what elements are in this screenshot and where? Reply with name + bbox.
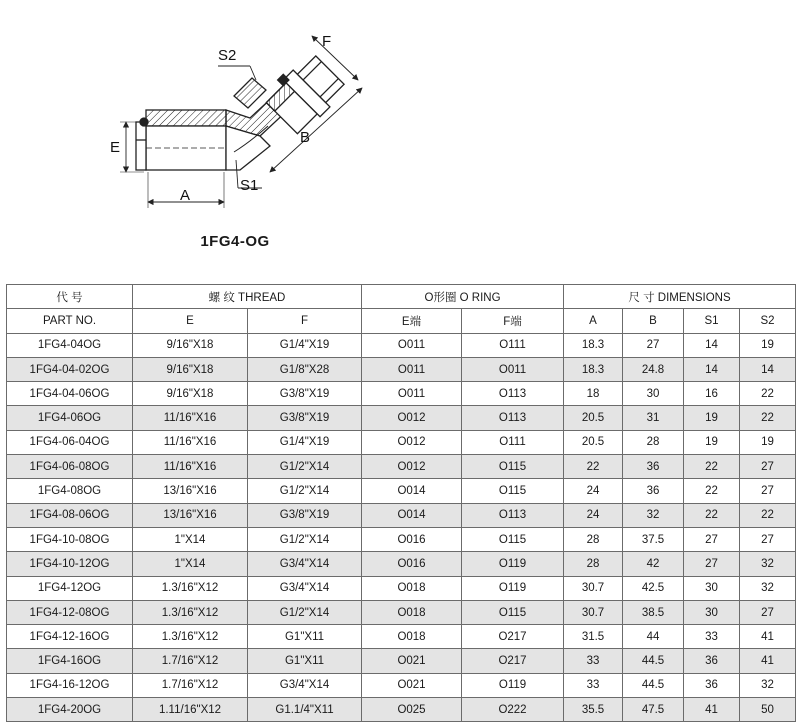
cell-dim-b: 36 bbox=[623, 455, 684, 479]
cell-dim-b: 32 bbox=[623, 503, 684, 527]
cell-thread-f: G1/4"X19 bbox=[248, 430, 362, 454]
cell-thread-f: G1/2"X14 bbox=[248, 600, 362, 624]
cell-dim-b: 42 bbox=[623, 552, 684, 576]
cell-part-no: 1FG4-16-12OG bbox=[7, 673, 133, 697]
cell-dim-s1: 36 bbox=[684, 649, 740, 673]
cell-oring-e: O012 bbox=[362, 455, 462, 479]
table-row bbox=[7, 649, 796, 673]
table-row bbox=[7, 333, 796, 357]
hex-nut bbox=[234, 78, 266, 108]
cell-dim-s1: 16 bbox=[684, 382, 740, 406]
cell-thread-f: G3/4"X14 bbox=[248, 673, 362, 697]
header-row-sub bbox=[7, 309, 796, 333]
cell-oring-e: O012 bbox=[362, 430, 462, 454]
cell-dim-a: 24 bbox=[564, 503, 623, 527]
cell-dim-s1: 41 bbox=[684, 698, 740, 722]
cell-dim-s1: 14 bbox=[684, 333, 740, 357]
cell-oring-e: O016 bbox=[362, 552, 462, 576]
cell-part-no: 1FG4-06OG bbox=[7, 406, 133, 430]
cell-oring-e: O018 bbox=[362, 625, 462, 649]
cell-oring-f: O115 bbox=[462, 527, 564, 551]
cell-dim-s1: 22 bbox=[684, 455, 740, 479]
header-f-end: F端 bbox=[462, 309, 564, 333]
cell-oring-e: O011 bbox=[362, 382, 462, 406]
cell-thread-f: G3/8"X19 bbox=[248, 503, 362, 527]
spec-table bbox=[6, 284, 796, 722]
cell-dim-s1: 22 bbox=[684, 479, 740, 503]
cell-dim-s2: 32 bbox=[740, 673, 796, 697]
label-a: A bbox=[180, 187, 191, 204]
cell-dim-a: 24 bbox=[564, 479, 623, 503]
cell-oring-e: O012 bbox=[362, 406, 462, 430]
cell-oring-e: O014 bbox=[362, 503, 462, 527]
table-row bbox=[7, 406, 796, 430]
cell-dim-a: 20.5 bbox=[564, 406, 623, 430]
cell-dim-s2: 50 bbox=[740, 698, 796, 722]
cell-thread-f: G1/8"X28 bbox=[248, 357, 362, 381]
cell-thread-f: G3/8"X19 bbox=[248, 382, 362, 406]
cell-dim-b: 28 bbox=[623, 430, 684, 454]
cell-part-no: 1FG4-10-12OG bbox=[7, 552, 133, 576]
cell-oring-e: O018 bbox=[362, 576, 462, 600]
table-row bbox=[7, 479, 796, 503]
cell-dim-s1: 36 bbox=[684, 673, 740, 697]
cell-dim-s1: 14 bbox=[684, 357, 740, 381]
model-title: 1FG4-OG bbox=[200, 233, 270, 250]
table-row bbox=[7, 576, 796, 600]
cell-thread-e: 1"X14 bbox=[133, 527, 248, 551]
header-row-top bbox=[7, 285, 796, 309]
cell-thread-e: 11/16"X16 bbox=[133, 455, 248, 479]
cell-part-no: 1FG4-04-02OG bbox=[7, 357, 133, 381]
fitting-drawing bbox=[100, 22, 380, 212]
cell-oring-e: O011 bbox=[362, 357, 462, 381]
cell-part-no: 1FG4-06-08OG bbox=[7, 455, 133, 479]
cell-dim-s1: 27 bbox=[684, 552, 740, 576]
cell-dim-b: 31 bbox=[623, 406, 684, 430]
cell-dim-b: 44.5 bbox=[623, 649, 684, 673]
table-row bbox=[7, 552, 796, 576]
cell-dim-b: 36 bbox=[623, 479, 684, 503]
cell-dim-s2: 32 bbox=[740, 576, 796, 600]
cell-thread-f: G1/2"X14 bbox=[248, 455, 362, 479]
cell-dim-s2: 22 bbox=[740, 382, 796, 406]
header-part-no: PART NO. bbox=[7, 309, 133, 333]
table-row bbox=[7, 455, 796, 479]
cell-oring-f: O113 bbox=[462, 503, 564, 527]
cell-oring-f: O217 bbox=[462, 625, 564, 649]
cell-part-no: 1FG4-20OG bbox=[7, 698, 133, 722]
cell-part-no: 1FG4-06-04OG bbox=[7, 430, 133, 454]
cell-dim-s1: 33 bbox=[684, 625, 740, 649]
header-e: E bbox=[133, 309, 248, 333]
horizontal-leg bbox=[136, 110, 226, 170]
header-s1: S1 bbox=[684, 309, 740, 333]
cell-part-no: 1FG4-12-08OG bbox=[7, 600, 133, 624]
table-row bbox=[7, 503, 796, 527]
cell-thread-e: 1.11/16"X12 bbox=[133, 698, 248, 722]
cell-dim-b: 47.5 bbox=[623, 698, 684, 722]
label-s2: S2 bbox=[218, 47, 237, 64]
cell-thread-f: G1/2"X14 bbox=[248, 527, 362, 551]
cell-dim-b: 37.5 bbox=[623, 527, 684, 551]
cell-dim-b: 38.5 bbox=[623, 600, 684, 624]
table-row bbox=[7, 625, 796, 649]
cell-thread-e: 1.3/16"X12 bbox=[133, 600, 248, 624]
cell-dim-a: 18.3 bbox=[564, 333, 623, 357]
cell-oring-e: O018 bbox=[362, 600, 462, 624]
header-thread: 螺 纹 THREAD bbox=[133, 285, 362, 309]
cell-thread-e: 9/16"X18 bbox=[133, 357, 248, 381]
label-b: B bbox=[300, 129, 311, 146]
cell-thread-e: 13/16"X16 bbox=[133, 479, 248, 503]
cell-oring-f: O111 bbox=[462, 333, 564, 357]
header-b: B bbox=[623, 309, 684, 333]
table-row bbox=[7, 527, 796, 551]
cell-thread-e: 1.7/16"X12 bbox=[133, 673, 248, 697]
cell-dim-s2: 27 bbox=[740, 527, 796, 551]
cell-dim-a: 28 bbox=[564, 527, 623, 551]
label-e: E bbox=[110, 139, 121, 156]
cell-thread-e: 11/16"X16 bbox=[133, 406, 248, 430]
cell-dim-a: 28 bbox=[564, 552, 623, 576]
cell-dim-s2: 19 bbox=[740, 430, 796, 454]
label-s1: S1 bbox=[240, 177, 259, 194]
cell-dim-s2: 27 bbox=[740, 600, 796, 624]
cell-dim-b: 42.5 bbox=[623, 576, 684, 600]
cell-part-no: 1FG4-08-06OG bbox=[7, 503, 133, 527]
cell-dim-s2: 27 bbox=[740, 455, 796, 479]
cell-dim-s1: 30 bbox=[684, 576, 740, 600]
cell-thread-e: 13/16"X16 bbox=[133, 503, 248, 527]
cell-dim-s1: 27 bbox=[684, 527, 740, 551]
cell-dim-s2: 19 bbox=[740, 333, 796, 357]
cell-oring-f: O115 bbox=[462, 600, 564, 624]
cell-thread-f: G1"X11 bbox=[248, 649, 362, 673]
cell-dim-s1: 19 bbox=[684, 406, 740, 430]
cell-dim-a: 35.5 bbox=[564, 698, 623, 722]
cell-dim-a: 18 bbox=[564, 382, 623, 406]
cell-oring-f: O222 bbox=[462, 698, 564, 722]
cell-oring-f: O119 bbox=[462, 576, 564, 600]
cell-part-no: 1FG4-12-16OG bbox=[7, 625, 133, 649]
cell-dim-a: 30.7 bbox=[564, 576, 623, 600]
cell-part-no: 1FG4-08OG bbox=[7, 479, 133, 503]
cell-oring-e: O016 bbox=[362, 527, 462, 551]
cell-dim-s2: 32 bbox=[740, 552, 796, 576]
table-row bbox=[7, 430, 796, 454]
cell-dim-a: 20.5 bbox=[564, 430, 623, 454]
cell-thread-e: 1.3/16"X12 bbox=[133, 625, 248, 649]
cell-oring-f: O111 bbox=[462, 430, 564, 454]
cell-thread-f: G3/4"X14 bbox=[248, 576, 362, 600]
cell-dim-s1: 22 bbox=[684, 503, 740, 527]
cell-dim-s2: 41 bbox=[740, 649, 796, 673]
cell-dim-s2: 27 bbox=[740, 479, 796, 503]
label-f: F bbox=[322, 33, 332, 50]
cell-dim-b: 44.5 bbox=[623, 673, 684, 697]
cell-thread-e: 11/16"X16 bbox=[133, 430, 248, 454]
cell-thread-e: 1.3/16"X12 bbox=[133, 576, 248, 600]
cell-dim-s2: 41 bbox=[740, 625, 796, 649]
cell-part-no: 1FG4-04OG bbox=[7, 333, 133, 357]
cell-thread-e: 1"X14 bbox=[133, 552, 248, 576]
cell-oring-f: O217 bbox=[462, 649, 564, 673]
cell-dim-b: 44 bbox=[623, 625, 684, 649]
cell-oring-f: O113 bbox=[462, 406, 564, 430]
cell-oring-e: O014 bbox=[362, 479, 462, 503]
cell-dim-a: 30.7 bbox=[564, 600, 623, 624]
cell-dim-a: 33 bbox=[564, 673, 623, 697]
cell-part-no: 1FG4-16OG bbox=[7, 649, 133, 673]
cell-thread-f: G1"X11 bbox=[248, 625, 362, 649]
cell-dim-s2: 22 bbox=[740, 406, 796, 430]
header-f: F bbox=[248, 309, 362, 333]
cell-dim-b: 24.8 bbox=[623, 357, 684, 381]
table-row bbox=[7, 600, 796, 624]
cell-thread-e: 9/16"X18 bbox=[133, 333, 248, 357]
cell-oring-e: O025 bbox=[362, 698, 462, 722]
cell-thread-e: 9/16"X18 bbox=[133, 382, 248, 406]
cell-thread-f: G3/8"X19 bbox=[248, 406, 362, 430]
cell-dim-a: 31.5 bbox=[564, 625, 623, 649]
cell-oring-f: O011 bbox=[462, 357, 564, 381]
cell-thread-f: G1/2"X14 bbox=[248, 479, 362, 503]
cell-thread-f: G1.1/4"X11 bbox=[248, 698, 362, 722]
header-code: 代 号 bbox=[7, 285, 133, 309]
cell-oring-f: O119 bbox=[462, 552, 564, 576]
table-row bbox=[7, 357, 796, 381]
cell-dim-s1: 30 bbox=[684, 600, 740, 624]
cell-thread-f: G3/4"X14 bbox=[248, 552, 362, 576]
header-e-end: E端 bbox=[362, 309, 462, 333]
cell-part-no: 1FG4-12OG bbox=[7, 576, 133, 600]
table-body bbox=[7, 333, 796, 722]
cell-oring-f: O115 bbox=[462, 455, 564, 479]
cell-dim-s2: 22 bbox=[740, 503, 796, 527]
cell-dim-a: 33 bbox=[564, 649, 623, 673]
header-dimensions: 尺 寸 DIMENSIONS bbox=[564, 285, 796, 309]
cell-dim-a: 18.3 bbox=[564, 357, 623, 381]
cell-oring-f: O113 bbox=[462, 382, 564, 406]
cell-oring-e: O021 bbox=[362, 649, 462, 673]
cell-dim-s1: 19 bbox=[684, 430, 740, 454]
cell-dim-a: 22 bbox=[564, 455, 623, 479]
header-a: A bbox=[564, 309, 623, 333]
cell-dim-s2: 14 bbox=[740, 357, 796, 381]
cell-oring-e: O021 bbox=[362, 673, 462, 697]
cell-dim-b: 30 bbox=[623, 382, 684, 406]
cell-dim-b: 27 bbox=[623, 333, 684, 357]
table-row bbox=[7, 382, 796, 406]
header-oring: O形圈 O RING bbox=[362, 285, 564, 309]
cell-thread-f: G1/4"X19 bbox=[248, 333, 362, 357]
cell-part-no: 1FG4-04-06OG bbox=[7, 382, 133, 406]
table-row bbox=[7, 673, 796, 697]
cell-part-no: 1FG4-10-08OG bbox=[7, 527, 133, 551]
cell-oring-e: O011 bbox=[362, 333, 462, 357]
table-row bbox=[7, 698, 796, 722]
cell-oring-f: O115 bbox=[462, 479, 564, 503]
header-s2: S2 bbox=[740, 309, 796, 333]
cell-oring-f: O119 bbox=[462, 673, 564, 697]
cell-thread-e: 1.7/16"X12 bbox=[133, 649, 248, 673]
